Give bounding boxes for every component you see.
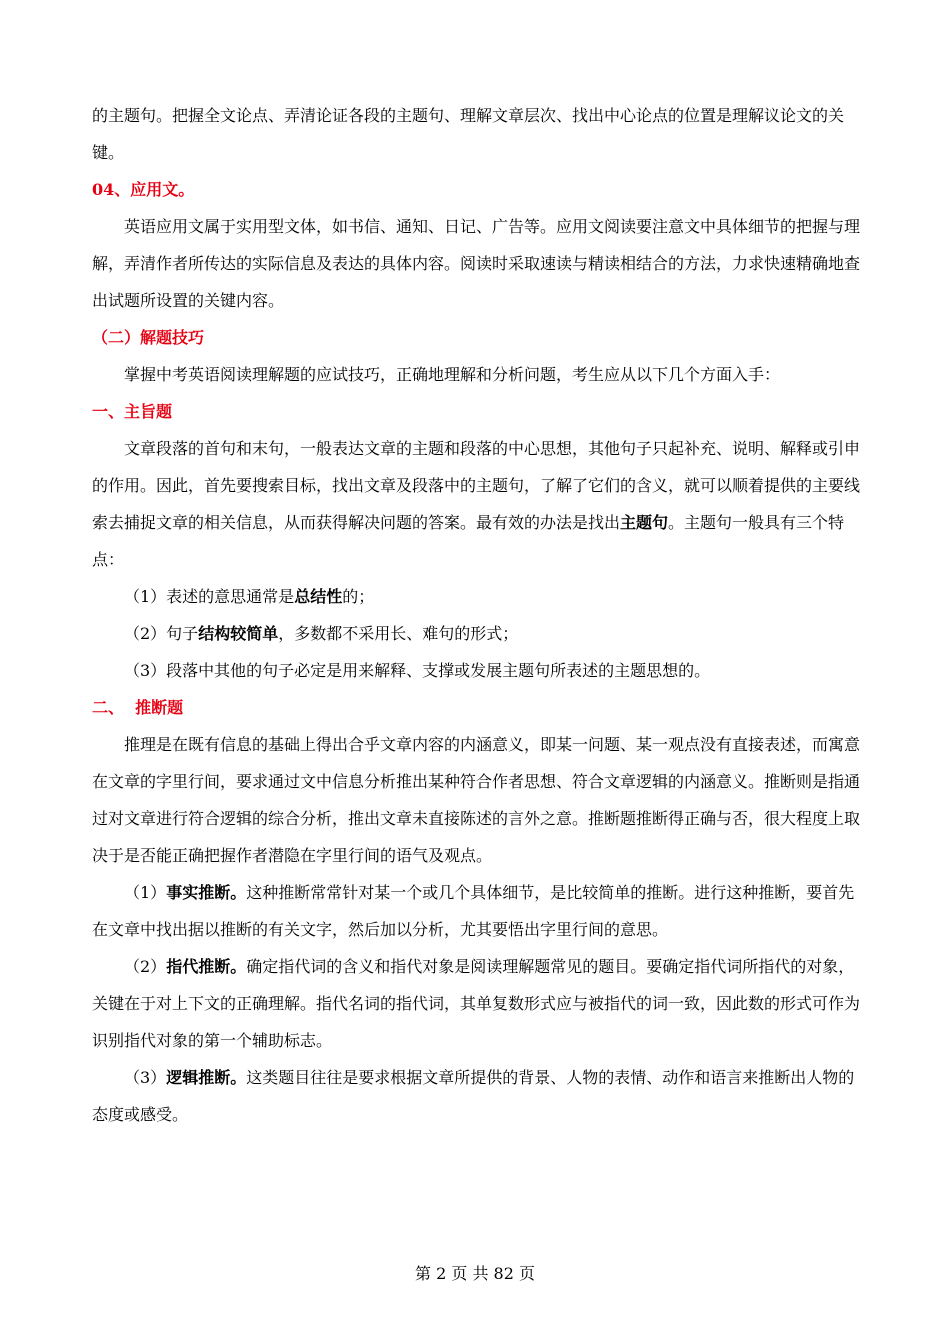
bold-term: 事实推断。 bbox=[166, 883, 247, 902]
bold-term: 主题句 bbox=[620, 513, 669, 532]
paragraph-fact-inference: （1）事实推断。这种推断常常针对某一个或几个具体细节，是比较简单的推断。进行这种推断，要首先在文章中找出据以推断的有关文字，然后加以分析，尤其要悟出字里行间的意思。 bbox=[92, 883, 855, 939]
document-body bbox=[92, 97, 860, 1133]
paragraph-reference-inference: （2）指代推断。确定指代词的含义和指代对象是阅读理解题常见的题目。要确定指代词所指代的对象，关键在于对上下文的正确理解。指代名词的指代词，其单复数形式应与被指代的词一致，因此数的形式可作为识别指代对象的第一个辅助标志。 bbox=[92, 957, 861, 1050]
heading-main-idea: 一、主旨题 bbox=[92, 402, 173, 421]
heading-techniques: （二）解题技巧 bbox=[92, 328, 205, 347]
list-item-1: （1）表述的意思通常是总结性的； bbox=[124, 587, 375, 606]
bold-term: 指代推断。 bbox=[166, 957, 247, 976]
bold-term: 结构较简单 bbox=[198, 624, 279, 643]
list-item-2: （2）句子结构较简单，多数都不采用长、难句的形式； bbox=[124, 624, 519, 643]
paragraph-inference: 推理是在既有信息的基础上得出合乎文章内容的内涵意义，即某一问题、某一观点没有直接表述，而寓意在文章的字里行间，要求通过文中信息分析推出某种符合作者思想、符合文章逻辑的内涵意义。推断则是指通过对文章进行符合逻辑的综合分析，推出文章未直接陈述的言外之意。推断题推断得正确与否，很大程度上取决于是否能正确把握作者潜隐在字里行间的语气及观点。 bbox=[92, 735, 861, 865]
heading-applied-writing: 04、应用文。 bbox=[92, 180, 195, 199]
bold-term: 逻辑推断。 bbox=[166, 1068, 247, 1087]
heading-inference: 二、 推断题 bbox=[92, 698, 184, 717]
paragraph-main-idea: 文章段落的首句和末句，一般表达文章的主题和段落的中心思想，其他句子只起补充、说明、解释或引申的作用。因此，首先要搜索目标，找出文章及段落中的主题句，了解了它们的含义，就可以顺着提供的主要线索去捕捉文章的相关信息，从而获得解决问题的答案。最有效的办法是找出主题句。主题句一般具有三个特点： bbox=[92, 439, 861, 569]
paragraph-applied-writing: 英语应用文属于实用型文体，如书信、通知、日记、广告等。应用文阅读要注意文中具体细节的把握与理解，弄清作者所传达的实际信息及表达的具体内容。阅读时采取速读与精读相结合的方法，力求快速精确地查出试题所设置的关键内容。 bbox=[92, 217, 861, 310]
paragraph-techniques-intro: 掌握中考英语阅读理解题的应试技巧，正确地理解和分析问题，考生应从以下几个方面入手： bbox=[124, 365, 781, 384]
page-number-footer: 第 2 页 共 82 页 bbox=[415, 1264, 535, 1283]
list-item-3: （3）段落中其他的句子必定是用来解释、支撑或发展主题句所表述的主题思想的。 bbox=[124, 661, 711, 680]
paragraph-logic-inference: （3）逻辑推断。这类题目往往是要求根据文章所提供的背景、人物的表情、动作和语言来推断出人物的态度或感受。 bbox=[92, 1068, 855, 1124]
bold-term: 总结性 bbox=[294, 587, 343, 606]
paragraph-continuation: 的主题句。把握全文论点、弄清论证各段的主题句、理解文章层次、找出中心论点的位置是理解议论文的关键。 bbox=[92, 106, 845, 162]
